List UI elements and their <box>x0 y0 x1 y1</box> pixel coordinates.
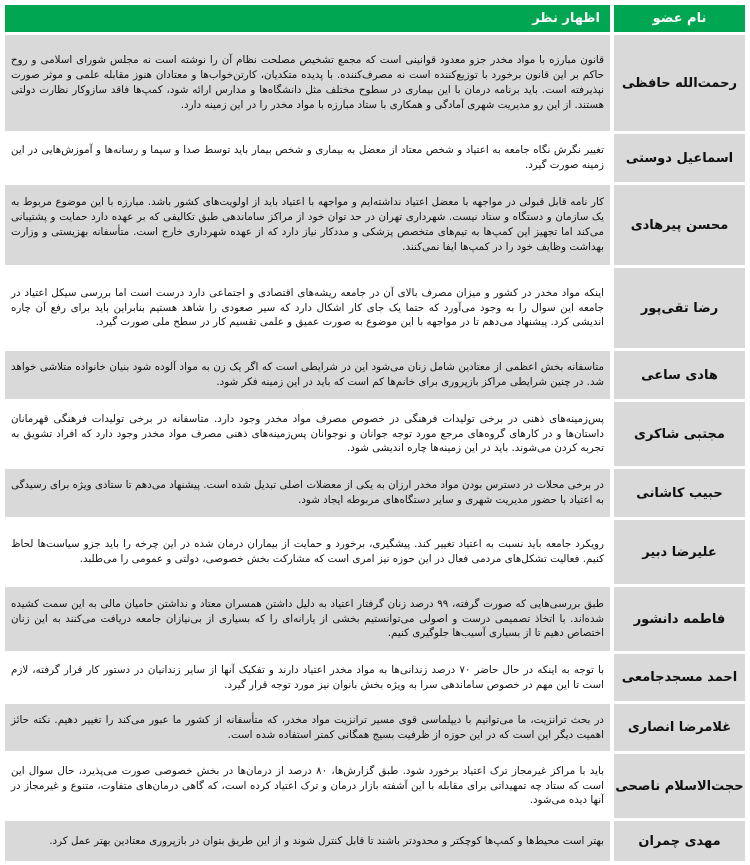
member-opinion: رویکرد جامعه باید نسبت به اعتیاد تغییر کند. پیشگیری، برخورد و حمایت از بیماران درمان شده در این چرخه را باید جزو سیاست‌ها لحاظ کنیم. فعالیت تشکل‌های مردمی فعال در این حوزه نیز امری است که مشارکت بخش خصوصی، دولتی و عمومی را می‌طلبد. <box>11 538 604 565</box>
member-opinion-cell <box>5 704 610 751</box>
member-name: رحمت‌الله حافظی <box>614 35 745 131</box>
member-opinion: در برخی محلات در دسترس بودن مواد مخدر ارزان به یکی از معضلات اصلی تبدیل شده است. پیشنهاد می‌دهم تا ستادی ویژه برای رسیدگی به اعتیاد با حضور مدیریت شهری و سایر دستگاه‌های مربوطه ایجاد شود. <box>11 479 604 506</box>
member-opinion-cell <box>5 185 610 265</box>
member-opinion: طبق بررسی‌هایی که صورت گرفته، ۹۹ درصد زنان گرفتار اعتیاد به دلیل داشتن همسران معتاد و نداشتن حامیان مالی به این سمت کشیده شده‌اند. با اتخاذ تصمیمی درست و اصولی می‌توانستیم بخشی از یارانه‌ای را که بسیاری از بی‌نیازان جامعه دریافت می‌کنند به این زنان اختصاص دهیم تا از بسیاری آسیب‌ها جلوگیری کنیم. <box>11 597 604 640</box>
member-opinion-cell <box>5 754 610 818</box>
member-opinion-cell <box>5 268 610 348</box>
member-name: مجتبی شاکری <box>614 402 745 466</box>
header-member-name: نام عضو <box>614 5 745 32</box>
member-name: اسماعیل دوستی <box>614 134 745 182</box>
member-opinion: پس‌زمینه‌های ذهنی در برخی تولیدات فرهنگی در خصوص مصرف مواد مخدر وجود دارد. متاسفانه در برخی تولیدات فرهنگی قهرمانان داستان‌ها و در کارهای گروه‌های مرجع مورد توجه جوانان و نوجوانان پس‌زمینه‌های ذهنی مصرف مواد مخدر وجود دارد که افراد تشویق به تجربه کردن می‌شوند. باید در این زمینه‌ها چاره اندیشی شود. <box>11 412 604 455</box>
member-name: علیرضا دبیر <box>614 520 745 584</box>
member-name: فاطمه دانشور <box>614 587 745 651</box>
member-name: احمد مسجدجامعی <box>614 654 745 701</box>
member-opinion: بهتر است محیط‌ها و کمپ‌ها کوچکتر و محدودتر باشند تا قابل کنترل شوند و از این طریق بتوان در بازپروری معتادین بهتر عمل کرد. <box>49 834 604 847</box>
member-opinion: اینکه مواد مخدر در کشور و میزان مصرف بالای آن در جامعه ریشه‌های اقتصادی و اجتماعی دارد درست است اما بررسی سیکل اعتیاد در جامعه این سوال را به وجود می‌آورد که حتما یک جای کار اشکال دارد که سیر صعودی را شاهد هستیم بنابراین باید برای رفع آن چاره اندیشی کرد. پیشنهاد می‌دهم تا در مواجهه با این موضوع به صورت عمیق و علمی تقسیم کار در سطح ملی صورت گیرد. <box>11 286 604 329</box>
table-body <box>5 35 745 861</box>
table-header <box>5 5 745 32</box>
member-name: هادی ساعی <box>614 351 745 399</box>
table-row <box>5 754 745 818</box>
member-opinion-cell <box>5 654 610 701</box>
table-row <box>5 35 745 131</box>
member-opinion-cell <box>5 35 610 131</box>
member-opinion-cell <box>5 587 610 651</box>
table-row <box>5 268 745 348</box>
table-row <box>5 134 745 182</box>
table-row <box>5 185 745 265</box>
member-opinion-cell <box>5 520 610 584</box>
table-row <box>5 402 745 466</box>
opinions-table <box>5 5 745 861</box>
member-opinion-cell <box>5 469 610 517</box>
member-name: رضا تقی‌پور <box>614 268 745 348</box>
table-row <box>5 587 745 651</box>
table-row <box>5 351 745 399</box>
member-name: حجت‌الاسلام ناصحی <box>614 754 745 818</box>
member-opinion: در بحث ترانزیت، ما می‌توانیم با دیپلماسی قوی مسیر ترانزیت مواد مخدر، که متأسفانه از کشور ما عبور می‌کند را تغییر دهیم. نکته حائز اهمیت دیگر این است که در این حوزه از ظرفیت بسیج همگانی کمتر استفاده شده است. <box>11 713 604 741</box>
header-opinion: اظهار نظر <box>5 5 610 32</box>
member-name: حبیب کاشانی <box>614 469 745 517</box>
member-opinion: قانون مبارزه با مواد مخدر جزو معدود قوانینی است که مجمع تشخیص مصلحت نظام آن را نوشته است نه مجلس شورای اسلامی و روح حاکم بر این قانون برخورد با توزیع‌کننده است نه مصرف‌کننده. با پدیده متکدیان، کارتن‌خواب‌ها و معتادان هنوز مقابله علمی و موثر صورت نپذیرفته است. باید برنامه درمان با این بیماری در سطوح مختلف مثل دانشگاه‌ها و مدارس ارائه شود، کمپ‌ها فاقد سازوکار نظارت دولتی هستند. از این رو مدیریت شهری آمادگی و همکاری با ستاد مبارزه با مواد مخدر را در این زمینه دارد. <box>11 54 604 111</box>
member-opinion-cell <box>5 402 610 466</box>
member-opinion: متاسفانه بخش اعظمی از معتادین شامل زنان می‌شود این در شرایطی است که اگر یک زن به مواد آلوده شود بنیان خانواده متلاشی خواهد شد. در چنین شرایطی مراکز بازپروری برای خانم‌ها کم است که باید در این زمینه فکر شود. <box>11 361 604 388</box>
member-opinion-cell <box>5 821 610 861</box>
table-row <box>5 520 745 584</box>
table-row <box>5 821 745 861</box>
member-opinion: تغییر نگرش نگاه جامعه به اعتیاد و شخص معتاد از معضل به بیماری و شخص بیمار باید توسط صدا و سیما و رسانه‌ها و آموزش‌هایی در این زمینه صورت گیرد. <box>11 144 604 171</box>
member-opinion: با توجه به اینکه در حال حاضر ۷۰ درصد زندانی‌ها به مواد مخدر اعتیاد دارند و تفکیک آنها از سایر زندانیان در دستور کار قرار گرفته، لازم است تا این مهم در خصوص ساماندهی سرا به ویژه بخش بانوان نیز مورد توجه قرار گیرد. <box>11 663 604 691</box>
member-name: غلامرضا انصاری <box>614 704 745 751</box>
member-opinion-cell <box>5 351 610 399</box>
member-opinion: کار نامه قابل قبولی در مواجهه با معضل اعتیاد نداشته‌ایم و مواجهه با اعتیاد باید از اولویت‌های کشور باشد. مبارزه با این موضوع مربوط به یک سازمان و دستگاه و ستاد نیست. شهرداری تهران در حد توان خود از مراکز ساماندهی طبق تکالیفی که بر عهده دارد حمایت و پشتیبانی می‌کند اما تجهیز این کمپ‌ها به تیم‌های متخصص پزشکی و مددکار نیاز دارد که از عهده شهرداری خارج است. متأسفانه بهزیستی و وزارت بهداشت وظایف خود را در کمپ‌ها ایفا نمی‌کنند. <box>11 196 604 253</box>
member-name: مهدی چمران <box>614 821 745 861</box>
table-row <box>5 654 745 701</box>
table-row <box>5 704 745 751</box>
table-row <box>5 469 745 517</box>
member-opinion: باید با مراکز غیرمجاز ترک اعتیاد برخورد شود. طبق گزارش‌ها، ۸۰ درصد از درمان‌ها در بخش خصوصی صورت می‌پذیرد، حال سوال این است که ستاد چه تمهیداتی برای مقابله با این آشفته بازار درمان و ترک اعتیاد کرده است، که گاهی درمان‌های متفاوت، متنوع و غیرمجاز در آنها دیده می‌شود. <box>11 764 604 807</box>
member-name: محسن پیرهادی <box>614 185 745 265</box>
member-opinion-cell <box>5 134 610 182</box>
